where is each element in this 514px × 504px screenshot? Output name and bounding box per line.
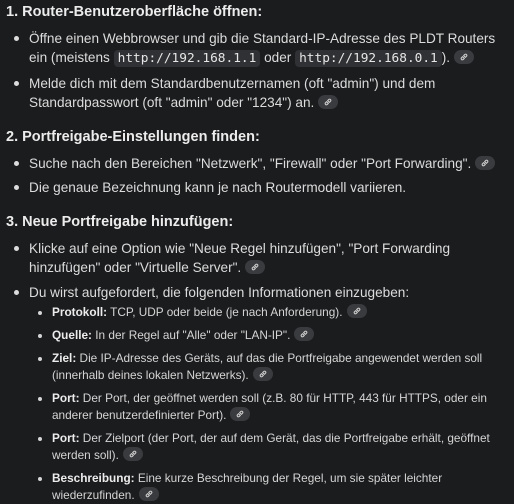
field-item-beschreibung [29,470,506,504]
link-icon[interactable] [454,50,474,64]
field-label: Quelle: [52,328,92,342]
field-item-zielport [29,430,506,464]
section-heading-1: 1. Router-Benutzeroberfläche öffnen: [6,4,263,20]
item-text: Klicke auf eine Option wie "Neue Regel hinzufügen", "Port Forwarding hinzufügen" oder "Virtuelle Server". [29,241,451,275]
item-text: oder [260,50,296,65]
section-heading-2: 2. Portfreigabe-Einstellungen finden: [6,129,260,145]
list-item [6,283,506,504]
field-item-quelle [29,327,506,344]
link-icon[interactable] [245,260,265,274]
field-text: In der Regel auf "Alle" oder "LAN-IP". [92,328,291,342]
list-item [6,239,506,277]
item-text: Öffne einen Webbrowser und gib die Standard-IP-Adresse des PLDT Routers ein (meistens [29,31,496,65]
field-label: Port: [52,431,80,445]
list-item [6,178,506,197]
field-text: Der Port, der geöffnet werden soll (z.B. 80 für HTTP, 443 für HTTPS, oder ein anderer benutzerdefinierter Port). [52,391,487,422]
section-3-list [6,239,506,504]
field-item-protokoll [29,304,506,321]
link-icon[interactable] [139,487,159,501]
field-label: Ziel: [52,351,77,365]
item-text: Melde dich mit dem Standardbenutzernamen (oft "admin") und dem Standardpasswort (oft "admin" oder "1234") an. [29,76,436,110]
link-icon[interactable] [253,367,273,381]
link-icon[interactable] [123,447,143,461]
link-icon[interactable] [230,407,250,421]
field-item-port [29,390,506,424]
section-1-list [6,29,506,112]
field-item-ziel [29,350,506,384]
field-list [29,304,506,504]
inline-code: http://192.168.1.1 [114,50,261,67]
link-icon[interactable] [294,327,314,341]
item-text: Du wirst aufgefordert, die folgenden Informationen einzugeben: [29,285,410,300]
link-icon[interactable] [318,95,338,109]
field-label: Port: [52,391,80,405]
list-item [6,29,506,68]
link-icon[interactable] [475,156,495,170]
list-item [6,154,506,173]
field-text: Der Zielport (der Port, der auf dem Gerät, das die Portfreigabe erhält, geöffnet werden soll). [52,431,490,462]
item-text: Die genaue Bezeichnung kann je nach Routermodell variieren. [29,180,407,195]
section-heading-3: 3. Neue Portfreigabe hinzufügen: [6,214,234,230]
field-text: Die IP-Adresse des Geräts, auf das die Portfreigabe angewendet werden soll (innerhalb deines lokalen Netzwerks). [52,351,483,382]
list-item [6,74,506,112]
field-label: Beschreibung: [52,471,135,485]
field-label: Protokoll: [52,305,108,319]
field-text: Eine kurze Beschreibung der Regel, um sie später leichter wiederzufinden. [52,471,443,502]
link-icon[interactable] [347,304,367,318]
item-text: ). [441,50,451,65]
inline-code: http://192.168.0.1 [295,50,442,67]
field-text: TCP, UDP oder beide (je nach Anforderung). [107,305,343,319]
item-text: Suche nach den Bereichen "Netzwerk", "Firewall" oder "Port Forwarding". [29,156,472,171]
section-2-list [6,154,506,197]
